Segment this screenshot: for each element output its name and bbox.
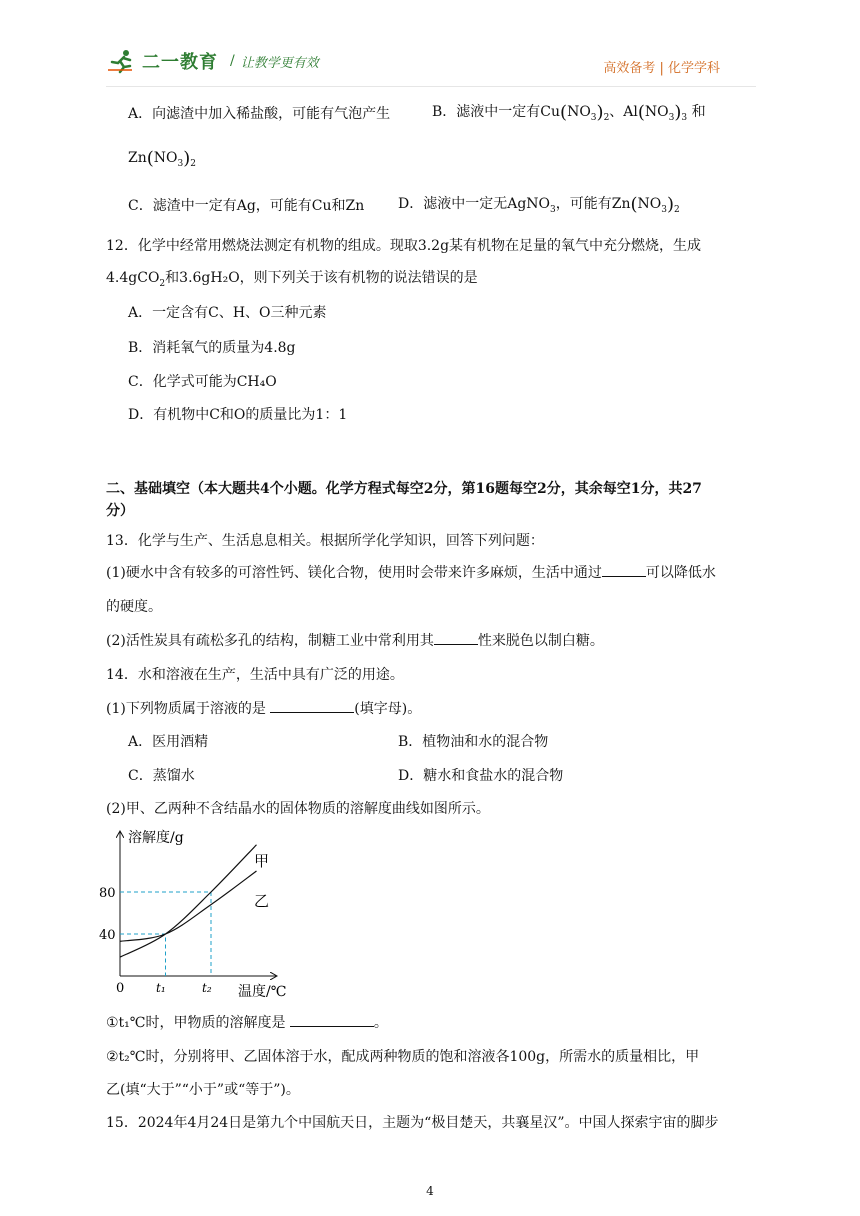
- q14-subq-b-line1: ②t₂℃时，分别将甲、乙固体溶于水，配成两种物质的饱和溶液各100g，所需水的质量相比，甲: [106, 1049, 700, 1065]
- header-logo: [106, 48, 319, 74]
- q13-blank-1[interactable]: [602, 564, 646, 577]
- q12-option-a: A．一定含有C、H、O三种元素: [128, 305, 327, 321]
- q13-part1-cont: 的硬度。: [106, 599, 162, 615]
- q14-option-a: A．医用酒精: [128, 734, 209, 750]
- q11-option-d-text: D．滤液中一定无AgNO: [398, 196, 551, 212]
- runner-logo-icon: [106, 48, 136, 74]
- q13-part1-text: (1)硬水中含有较多的可溶性钙、镁化合物，使用时会带来许多麻烦，生活中通过: [106, 565, 602, 581]
- q14-stem: 14．水和溶液在生产，生活中具有广泛的用途。: [106, 667, 404, 683]
- y-tick-80: 80: [99, 886, 116, 901]
- section2-title-line2: 分）: [106, 503, 134, 519]
- q14-option-b: B．植物油和水的混合物: [398, 734, 549, 750]
- q13-blank-2[interactable]: [434, 632, 478, 645]
- q13-part2-text: (2)活性炭具有疏松多孔的结构，制糖工业中常利用其: [106, 633, 434, 649]
- q13-part1: [106, 562, 716, 582]
- q14-subq-b-line2: 乙(填“大于”“小于”或“等于”)。: [106, 1082, 300, 1098]
- series-label-jia: 甲: [254, 852, 270, 870]
- q13-stem: 13．化学与生产、生活息息相关。根据所学化学知识，回答下列问题：: [106, 533, 544, 549]
- q14-subq-a: [106, 1012, 388, 1032]
- q11-option-b-and: 和: [691, 104, 706, 120]
- x-tick-t1: t₁: [156, 981, 166, 995]
- header-slogan: 让教学更有效: [240, 55, 319, 71]
- y-axis-label: 溶解度/g: [128, 830, 184, 846]
- q15-stem: 15．2024年4月24日是第九个中国航天日，主题为“极目楚天，共襄星汉”。中国人探索宇宙的脚步: [106, 1115, 719, 1131]
- section2-title-line1: 二、基础填空（本大题共4个小题。化学方程式每空2分，第16题每空2分，其余每空1分，共27: [106, 481, 702, 497]
- page-number: 4: [426, 1184, 434, 1198]
- q13-part1-text2: 可以降低水: [645, 565, 716, 581]
- q14-option-d: D．糖水和食盐水的混合物: [398, 768, 564, 784]
- q13-part2-text2: 性来脱色以制白糖。: [477, 633, 604, 649]
- origin-label: 0: [116, 981, 125, 996]
- q14-part1-suffix: (填字母)。: [354, 701, 422, 717]
- q13-part2: [106, 630, 604, 650]
- q14-part1-text: (1)下列物质属于溶液的是: [106, 701, 266, 717]
- q11-option-b-cont: $Zn(NO_3)_2$: [128, 148, 197, 169]
- q11-option-d: D．滤液中一定无AgNO$_3$，可能有$Zn(NO_3)_2$: [398, 194, 680, 215]
- x-axis-label: 温度/℃: [238, 984, 287, 1000]
- series-line-jia: [120, 845, 257, 957]
- header-subject: 高效备考 | 化学学科: [603, 61, 720, 76]
- q12-stem-line2-text: 和3.6gH₂O，则下列关于该有机物的说法错误的是: [165, 270, 478, 286]
- q14-blank-1[interactable]: [270, 700, 354, 713]
- brand-name: 二一教育: [142, 52, 218, 73]
- q12-stem-line1: 12．化学中经常用燃烧法测定有机物的组成。现取3.2g某有机物在足量的氧气中充分燃烧，生成: [106, 238, 702, 254]
- q14-subq-a-text: ①t₁℃时，甲物质的溶解度是: [106, 1015, 286, 1031]
- y-tick-40: 40: [99, 928, 116, 943]
- q14-part2: (2)甲、乙两种不含结晶水的固体物质的溶解度曲线如图所示。: [106, 801, 490, 817]
- q12-option-b: B．消耗氧气的质量为4.8g: [128, 340, 296, 356]
- q12-option-d: D．有机物中C和O的质量比为1：1: [128, 407, 348, 423]
- q11-option-d-mid: ，可能有Zn: [555, 196, 631, 212]
- series-label-yi: 乙: [254, 892, 270, 910]
- q11-option-b-text: B．滤液中一定有Cu: [432, 104, 561, 120]
- q14-option-c: C．蒸馏水: [128, 768, 195, 784]
- header-divider: [106, 86, 756, 87]
- header-separator: /: [230, 53, 235, 69]
- q11-option-a: A．向滤渣中加入稀盐酸，可能有气泡产生: [128, 106, 391, 122]
- x-tick-t2: t₂: [202, 981, 212, 995]
- solubility-chart: [99, 826, 308, 1004]
- series-line-yi: [120, 871, 257, 941]
- q12-stem-line2: 4.4gCO$_2$和3.6gH₂O，则下列关于该有机物的说法错误的是: [106, 270, 478, 289]
- q14-part1: [106, 698, 421, 718]
- q11-option-c: C．滤渣中一定有Ag，可能有Cu和Zn: [128, 198, 365, 214]
- q12-option-c: C．化学式可能为CH₄O: [128, 374, 277, 390]
- q14-subq-a-suffix: 。: [373, 1015, 388, 1031]
- q11-option-b: B．滤液中一定有$Cu(NO_3)_2$、$Al(NO_3)_3$ 和: [432, 102, 706, 123]
- q14-blank-2[interactable]: [290, 1014, 374, 1027]
